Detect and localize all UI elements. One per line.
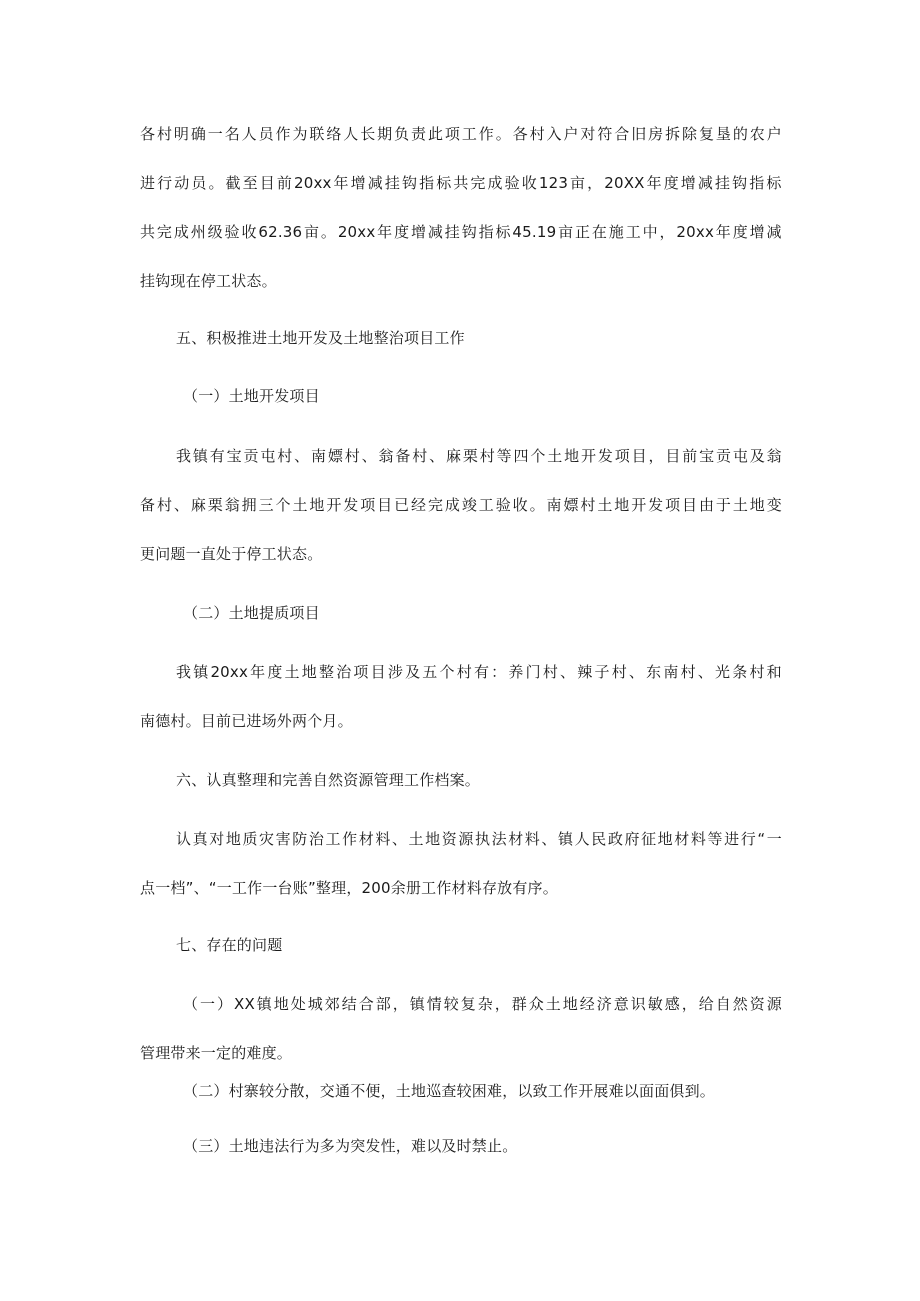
paragraph-1-line-1: 各 村 明 确 一 名 人 员 作 为 联 络 人 长 期 负 责 此 项 工 作 。 各 村 入 户 对 符 合 旧 房 拆 除 复 垦 的 农 户 [140,125,782,143]
paragraph-land-quality-line-1: 我 镇 20xx 年 度 土 地 整 治 项 目 涉 及 五 个 村 有 ： 养 门 村 、 辣 子 村 、 东 南 村 、 光 条 村 和 [176,663,782,681]
section-5-heading: 五、积极推进土地开发及土地整治项目工作 [176,329,465,347]
subsection-land-development: （一）土地开发项目 [183,387,320,405]
paragraph-land-quality-line-2: 南德村。目前已进场外两个月。 [140,712,353,730]
problem-1-line-1: （ 一 ） XX 镇 地 处 城 郊 结 合 部 ， 镇 情 较 复 杂 ， 群 众 土 地 经 济 意 识 敏 感 ， 给 自 然 资 源 [183,995,782,1013]
problem-3: （三）土地违法行为多为突发性，难以及时禁止。 [183,1137,518,1155]
paragraph-1-line-4: 挂钩现在停工状态。 [140,272,277,290]
section-7-heading: 七、存在的问题 [176,936,283,954]
paragraph-archives-line-2: 点一档”、“一工作一台账”整理，200余册工作材料存放有序。 [140,879,558,897]
section-6-heading: 六、认真整理和完善自然资源管理工作档案。 [176,771,481,789]
problem-2: （二）村寨较分散，交通不便，土地巡查较困难，以致工作开展难以面面俱到。 [183,1082,716,1100]
subsection-land-quality: （二）土地提质项目 [183,604,320,622]
paragraph-land-dev-line-3: 更问题一直处于停工状态。 [140,545,323,563]
paragraph-1-line-3: 共 完 成 州 级 验 收 62.36 亩 。 20xx 年 度 增 减 挂 钩 指 标 45.19 亩 正 在 施 工 中 ， 20xx 年 度 增 减 [140,223,782,241]
paragraph-1-line-2: 进 行 动 员 。 截 至 目 前 20xx 年 增 减 挂 钩 指 标 共 完 成 验 收 123 亩 ， 20XX 年 度 增 减 挂 钩 指 标 [140,174,782,192]
problem-1-line-2: 管理带来一定的难度。 [140,1044,293,1062]
paragraph-archives-line-1: 认 真 对 地 质 灾 害 防 治 工 作 材 料 、 土 地 资 源 执 法 材 料 、 镇 人 民 政 府 征 地 材 料 等 进 行 “ 一 [176,830,782,848]
paragraph-land-dev-line-1: 我 镇 有 宝 贡 屯 村 、 南 嫖 村 、 翁 备 村 、 麻 栗 村 等 四 个 土 地 开 发 项 目 ， 目 前 宝 贡 屯 及 翁 [176,447,782,465]
paragraph-land-dev-line-2: 备 村 、 麻 栗 翁 拥 三 个 土 地 开 发 项 目 已 经 完 成 竣 工 验 收 。 南 嫖 村 土 地 开 发 项 目 由 于 土 地 变 [140,496,782,514]
